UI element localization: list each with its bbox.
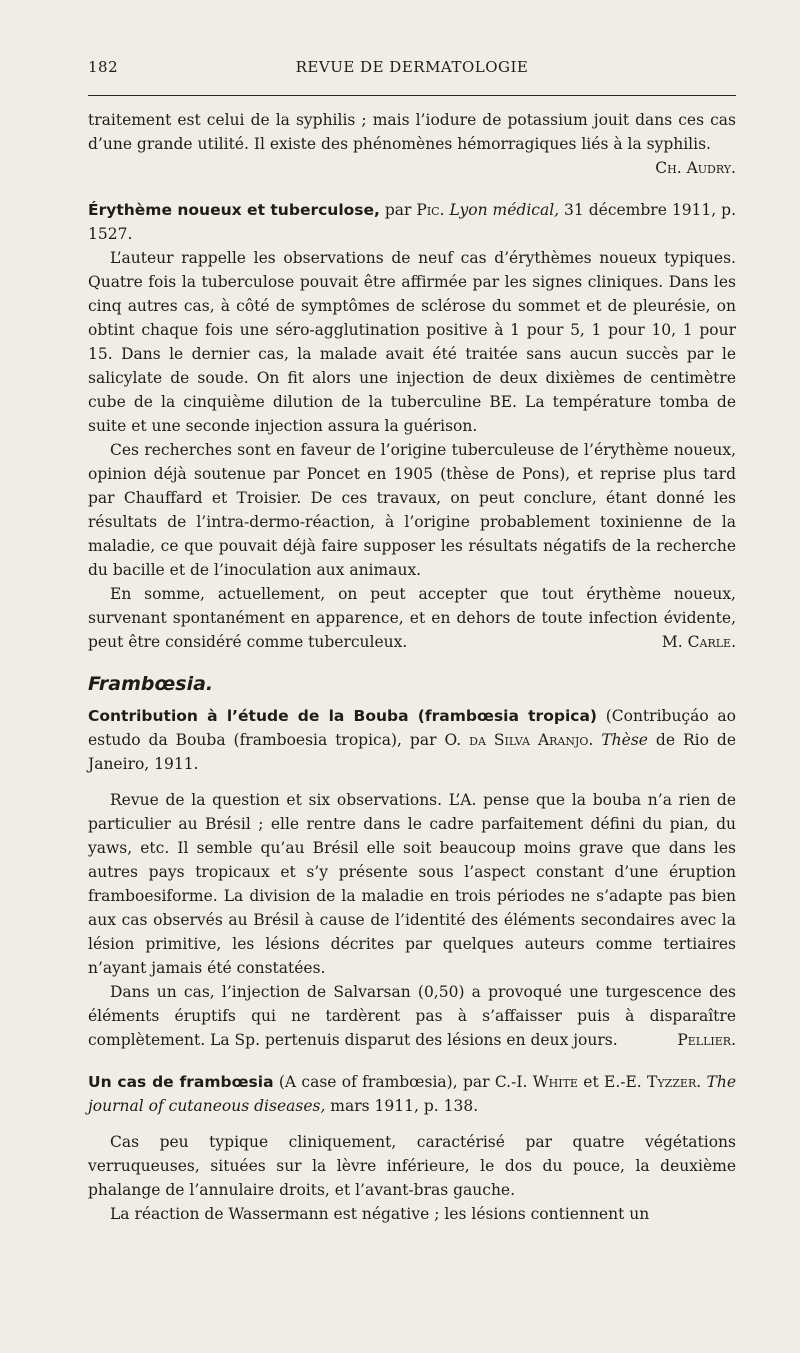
paragraph: traitement est celui de la syphilis ; mais l’iodure de potassium jouit dans ces cas d’une grande utilité. Il existe des phénomènes hémorragiques liés à la syphilis. — [88, 111, 736, 153]
journal-title: The journal of cutaneous diseases, — [88, 1073, 736, 1115]
author: Pic — [416, 201, 440, 219]
author: Tyzzer — [647, 1073, 697, 1091]
section-title: Frambœsia. — [88, 673, 214, 695]
page-number: 182 — [88, 58, 119, 76]
thesis-label: Thèse — [601, 731, 648, 749]
article-heading: Érythème noueux et tuberculose, — [88, 201, 380, 219]
author: White — [532, 1073, 578, 1091]
signature: Pellier. — [677, 1031, 736, 1049]
paragraph: Dans un cas, l’injection de Salvarsan (0,50) a provoqué une turgescence des éléments éruptifs qui ne tardèrent pas à s’affaisser puis à disparaître complètement. La Sp. pertenuis disparut des lésions en deux jours. Pellier. — [88, 980, 736, 1052]
header-rule — [88, 95, 736, 96]
paragraph: Revue de la question et six observations. L’A. pense que la bouba n’a rien de particulier au Brésil ; elle rentre dans le cadre parfaitement défini du pian, du yaws, etc. Il semble qu’au Brésil elle soit beaucoup moins grave que dans les autres pays tropicaux et s’y présente sous l’aspect constant d’une éruption framboesiforme. La division de la maladie en trois périodes ne s’adapte pas bien aux cas observés au Brésil à cause de l’identité des éléments secondaires avec la lésion primitive, les lésions décrites par quelques auteurs comme tertiaires n’ayant jamais été constatées. — [88, 791, 736, 977]
running-title: REVUE DE DERMATOLOGIE — [295, 58, 529, 76]
journal-title: Lyon médical, — [449, 201, 560, 219]
paragraph: L’auteur rappelle les observations de neuf cas d’érythèmes noueux typiques. Quatre fois la tuberculose pouvait être affirmée par les signes cliniques. Dans les cinq autres cas, à côté de symptômes de sclérose du sommet et de pleurésie, on obtint chaque fois une séro-agglutination positive à 1 pour 5, 1 pour 10, 1 pour 15. Dans le dernier cas, la malade avait été traitée sans aucun succès par le salicylate de soude. On fit alors une injection de deux dixièmes de centimètre cube de la cinquième dilution de la tuberculine BE. La température tomba de suite et une seconde injection assura la guérison. — [88, 249, 736, 435]
paragraph: La réaction de Wassermann est négative ; les lésions contiennent un — [110, 1205, 650, 1223]
page-body — [88, 108, 736, 1226]
article-reference: Un cas de frambœsia (A case of frambœsia), par C.-I. White et E.-E. Tyzzer. The journal of cutaneous diseases, mars 1911, p. 138. — [88, 1073, 736, 1115]
article-heading: Contribution à l’étude de la Bouba (frambœsia tropica) — [88, 707, 597, 725]
signature: Ch. Audry. — [655, 159, 736, 177]
author: da Silva Aranjo — [469, 731, 589, 749]
article-heading: Un cas de frambœsia — [88, 1073, 274, 1091]
paragraph: Ces recherches sont en faveur de l’origine tuberculeuse de l’érythème noueux, opinion déjà soutenue par Poncet en 1905 (thèse de Pons), et reprise plus tard par Chauffard et Troisier. De ces travaux, on peut conclure, étant donné les résultats de l’intra-dermo-réaction, à l’origine probablement toxinienne de la maladie, ce que pouvait déjà faire supposer les résultats négatifs de la recherche du bacille et de l’inoculation aux animaux. — [88, 441, 736, 579]
page-header — [88, 58, 736, 82]
article-reference: Contribution à l’étude de la Bouba (frambœsia tropica) (Contribuçáo ao estudo da Bouba (framboesia tropica), par O. da Silva Aranjo. Thèse de Rio de Janeiro, 1911. — [88, 707, 736, 773]
paragraph: Cas peu typique cliniquement, caractérisé par quatre végétations verruqueuses, situées sur la lèvre inférieure, le dos du pouce, la deuxième phalange de l’annulaire droits, et l’avant-bras gauche. — [88, 1133, 736, 1199]
signature: M. Carle. — [661, 633, 736, 651]
article-reference: Érythème noueux et tuberculose, par Pic. Lyon médical, 31 décembre 1911, p. 1527. — [88, 201, 737, 243]
paragraph: En somme, actuellement, on peut accepter que tout érythème noueux, survenant spontanément en apparence, et en dehors de toute infection évidente, peut être considéré comme tuberculeux. M. Carle. — [88, 582, 736, 654]
